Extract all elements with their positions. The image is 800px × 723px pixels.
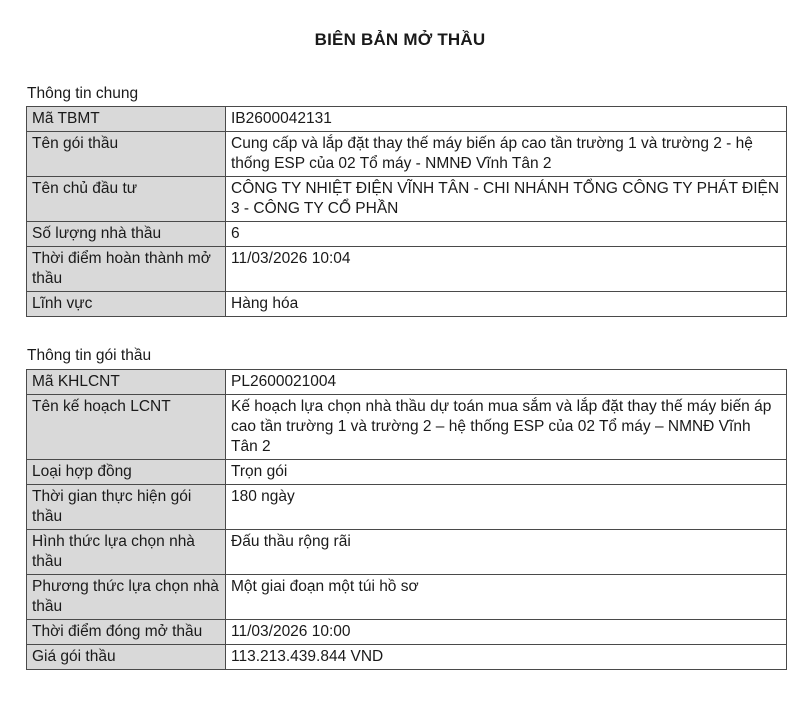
table-row (27, 530, 787, 575)
table-row (27, 370, 787, 395)
table-row (27, 575, 787, 620)
table-row (27, 485, 787, 530)
table-row (27, 222, 787, 247)
table-row (27, 645, 787, 670)
table-row (27, 177, 787, 222)
table-row (27, 132, 787, 177)
row-value: 11/03/2026 10:00 (226, 620, 787, 645)
row-value: PL2600021004 (226, 370, 787, 395)
row-value: Kế hoạch lựa chọn nhà thầu dự toán mua sắm và lắp đặt thay thế máy biến áp cao tần trường 1 và trường 2 – hệ thống ESP của 02 Tổ máy – NMNĐ Vĩnh Tân 2 (226, 395, 787, 460)
document-title: BIÊN BẢN MỞ THẦU (314, 30, 486, 49)
row-label: Hình thức lựa chọn nhà thầu (27, 530, 226, 575)
row-label: Phương thức lựa chọn nhà thầu (27, 575, 226, 620)
row-value: 11/03/2026 10:04 (226, 247, 787, 292)
table-row (27, 292, 787, 317)
row-label: Số lượng nhà thầu (27, 222, 226, 247)
row-label: Tên chủ đầu tư (27, 177, 226, 222)
row-value: Cung cấp và lắp đặt thay thế máy biến áp cao tần trường 1 và trường 2 - hệ thống ESP của 02 Tổ máy - NMNĐ Vĩnh Tân 2 (226, 132, 787, 177)
general-info-section-title: Thông tin chung (27, 85, 139, 102)
table-row (27, 460, 787, 485)
table-row (27, 395, 787, 460)
package-info-section-title: Thông tin gói thầu (27, 347, 152, 364)
row-label: Loại hợp đồng (27, 460, 226, 485)
row-value: Hàng hóa (226, 292, 787, 317)
row-label: Thời gian thực hiện gói thầu (27, 485, 226, 530)
table-row (27, 620, 787, 645)
row-value: Một giai đoạn một túi hồ sơ (226, 575, 787, 620)
row-label: Tên gói thầu (27, 132, 226, 177)
row-value: Trọn gói (226, 460, 787, 485)
table-row (27, 247, 787, 292)
row-value: IB2600042131 (226, 107, 787, 132)
row-label: Giá gói thầu (27, 645, 226, 670)
row-label: Thời điểm hoàn thành mở thầu (27, 247, 226, 292)
row-label: Tên kế hoạch LCNT (27, 395, 226, 460)
row-value: CÔNG TY NHIỆT ĐIỆN VĨNH TÂN - CHI NHÁNH TỔNG CÔNG TY PHÁT ĐIỆN 3 - CÔNG TY CỔ PHẦN (226, 177, 787, 222)
row-value: 6 (226, 222, 787, 247)
row-label: Thời điểm đóng mở thầu (27, 620, 226, 645)
row-value: 113.213.439.844 VND (226, 645, 787, 670)
row-label: Mã KHLCNT (27, 370, 226, 395)
table-row (27, 107, 787, 132)
package-info-table (26, 369, 787, 670)
row-value: Đấu thầu rộng rãi (226, 530, 787, 575)
row-label: Mã TBMT (27, 107, 226, 132)
general-info-table (26, 106, 787, 317)
row-label: Lĩnh vực (27, 292, 226, 317)
row-value: 180 ngày (226, 485, 787, 530)
